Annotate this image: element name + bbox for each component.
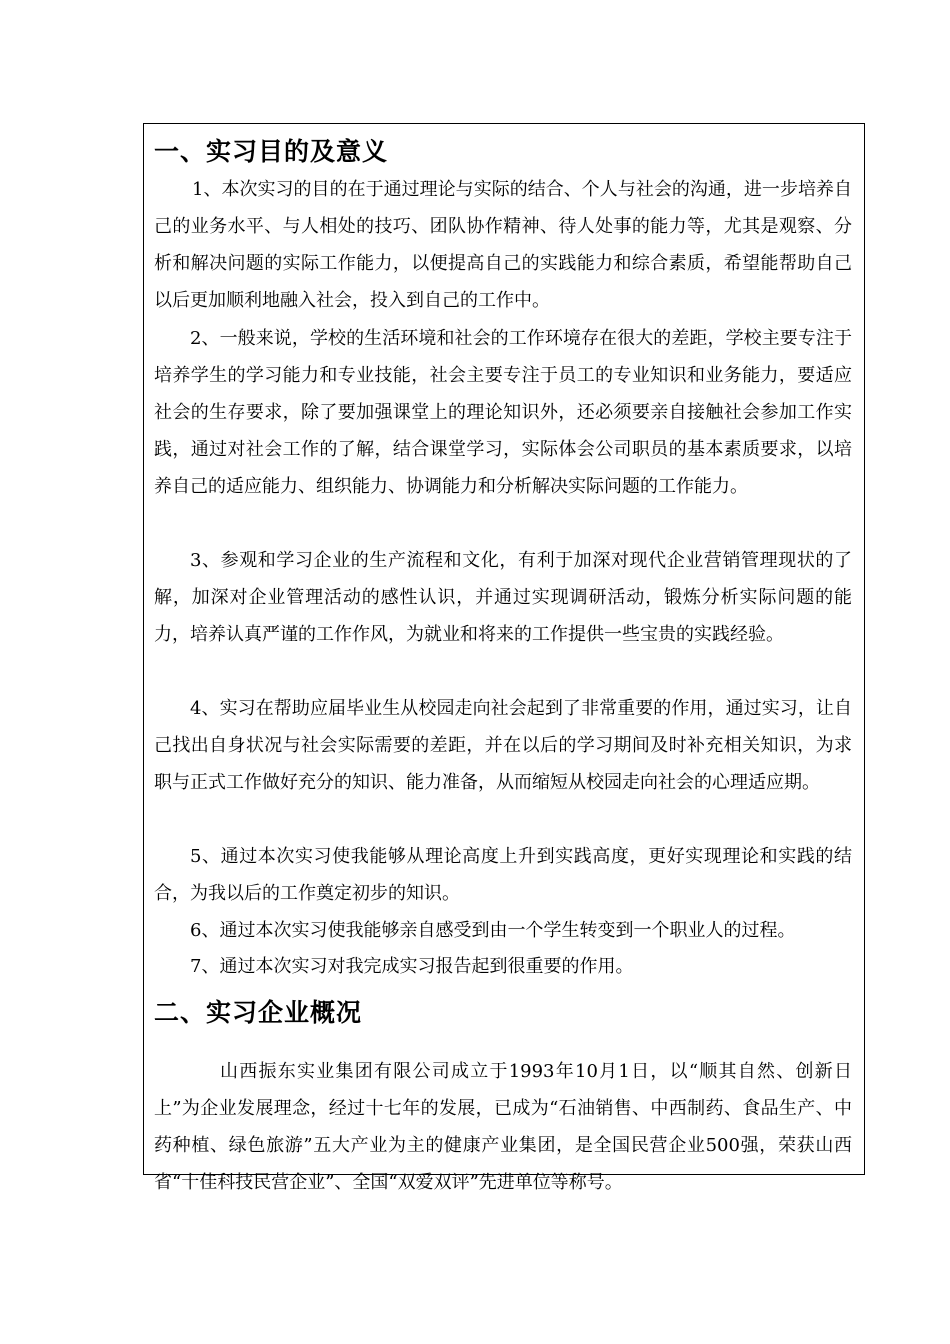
section-heading-purpose: 一、实习目的及意义	[154, 137, 389, 166]
paragraph-purpose-7: 7、通过本次实习对我完成实习报告起到很重要的作用。	[190, 956, 634, 977]
paragraph-purpose-5: 5、通过本次实习使我能够从理论高度上升到实践高度，更好实现理论和实践的结合，为我以后的工作奠定初步的知识。	[154, 846, 852, 904]
paragraph-purpose-3: 3、参观和学习企业的生产流程和文化，有利于加深对现代企业营销管理现状的了解，加深对企业管理活动的感性认识，并通过实现调研活动，锻炼分析实际问题的能力，培养认真严谨的工作作风，为就业和将来的工作提供一些宝贵的实践经验。	[154, 550, 852, 645]
paragraph-purpose-4: 4、实习在帮助应届毕业生从校园走向社会起到了非常重要的作用，通过实习，让自己找出自身状况与社会实际需要的差距，并在以后的学习期间及时补充相关知识，为求职与正式工作做好充分的知识、能力准备，从而缩短从校园走向社会的心理适应期。	[154, 698, 852, 793]
paragraph-purpose-2: 2、一般来说，学校的生活环境和社会的工作环境存在很大的差距，学校主要专注于培养学生的学习能力和专业技能，社会主要专注于员工的专业知识和业务能力，要适应社会的生存要求，除了要加强课堂上的理论知识外，还必须要亲自接触社会参加工作实践，通过对社会工作的了解，结合课堂学习，实际体会公司职员的基本素质要求，以培养自己的适应能力、组织能力、协调能力和分析解决实际问题的工作能力。	[154, 328, 852, 497]
paragraph-company-overview: 山西振东实业集团有限公司成立于1993年10月1日，以“顺其自然、创新日上”为企业发展理念，经过十七年的发展，已成为“石油销售、中西制药、食品生产、中药种植、绿色旅游”五大产业为主的健康产业集团，是全国民营企业500强，荣获山西省“十佳科技民营企业”、全国“双爱双评”先进单位等称号。	[154, 1061, 852, 1193]
paragraph-purpose-1: 1、本次实习的目的在于通过理论与实际的结合、个人与社会的沟通，进一步培养自己的业务水平、与人相处的技巧、团队协作精神、待人处事的能力等，尤其是观察、分析和解决问题的实际工作能力，以便提高自己的实践能力和综合素质，希望能帮助自己以后更加顺利地融入社会，投入到自己的工作中。	[154, 179, 852, 311]
section-heading-company: 二、实习企业概况	[154, 998, 363, 1027]
paragraph-purpose-6: 6、通过本次实习使我能够亲自感受到由一个学生转变到一个职业人的过程。	[190, 920, 796, 941]
